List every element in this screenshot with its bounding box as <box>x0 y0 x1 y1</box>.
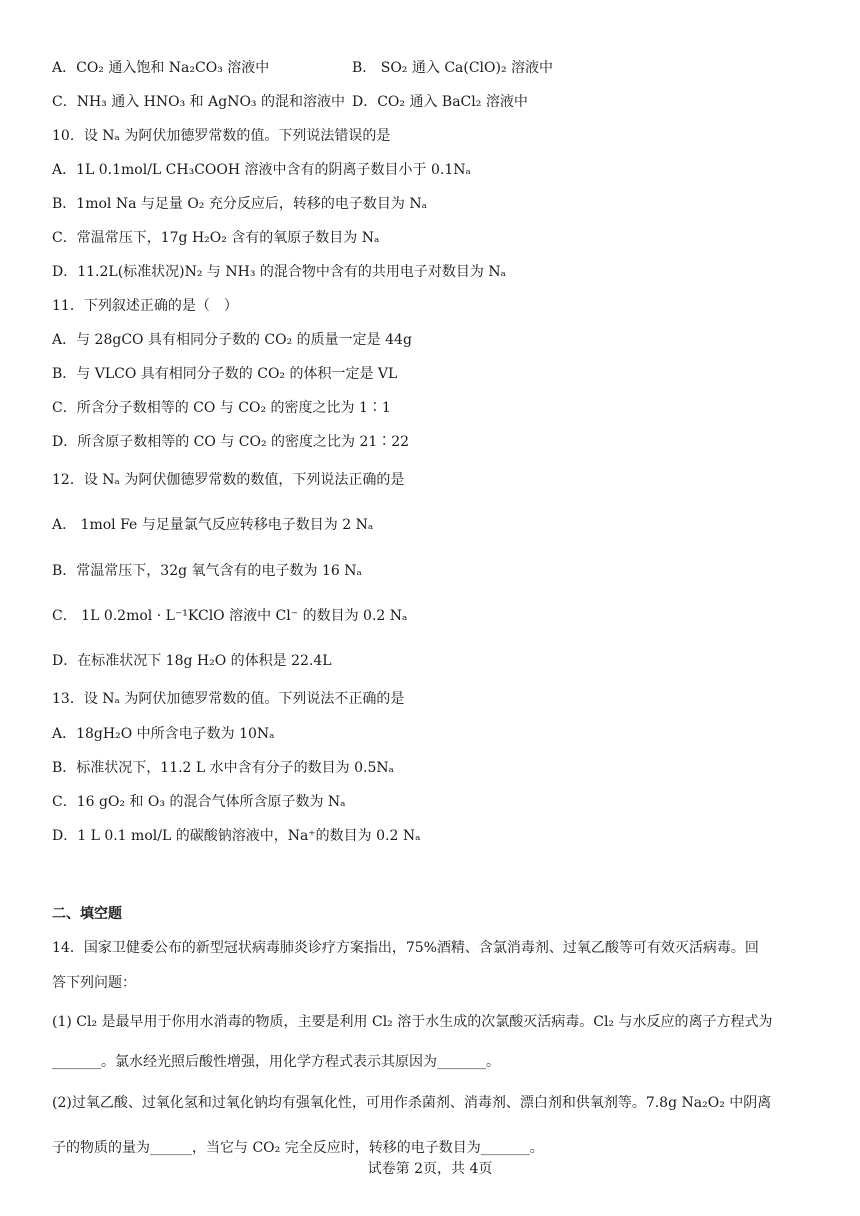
section-heading: 二、填空题 <box>52 906 122 922</box>
q13-stem: 13．设 Nₐ 为阿伏加德罗常数的值。下列说法不正确的是 <box>52 691 405 707</box>
q10-option-b: B．1mol Na 与足量 O₂ 充分反应后，转移的电子数目为 Nₐ <box>52 196 427 212</box>
q10-option-d: D．11.2L(标准状况)N₂ 与 NH₃ 的混合物中含有的共用电子对数目为 Nₐ <box>52 264 507 280</box>
q11-option-d: D．所含原子数相等的 CO 与 CO₂ 的密度之比为 21∶22 <box>52 434 410 450</box>
q11-option-b: B．与 VLCO 具有相同分子数的 CO₂ 的体积一定是 VL <box>52 366 398 382</box>
q11-option-a: A．与 28gCO 具有相同分子数的 CO₂ 的质量一定是 44g <box>52 332 412 348</box>
q13-option-c: C．16 gO₂ 和 O₃ 的混合气体所含原子数为 Nₐ <box>52 794 346 810</box>
q10-option-a: A．1L 0.1mol/L CH₃COOH 溶液中含有的阴离子数目小于 0.1Nₐ <box>52 162 471 178</box>
q14-part1-line2: _______。氯水经光照后酸性增强，用化学方程式表示其原因为_______。 <box>52 1054 500 1070</box>
q9-option-d: D．CO₂ 通入 BaCl₂ 溶液中 <box>352 94 528 110</box>
q9-option-c: C．NH₃ 通入 HNO₃ 和 AgNO₃ 的混和溶液中 <box>52 94 345 110</box>
q13-option-a: A．18gH₂O 中所含电子数为 10Nₐ <box>52 726 275 742</box>
q14-part1-line1: (1) Cl₂ 是最早用于你用水消毒的物质，主要是利用 Cl₂ 溶于水生成的次氯酸灭活病毒。Cl₂ 与水反应的离子方程式为 <box>52 1014 773 1030</box>
q11-stem: 11．下列叙述正确的是（ ） <box>52 298 238 314</box>
q12-option-b: B．常温常压下，32g 氧气含有的电子数为 16 Nₐ <box>52 563 362 579</box>
q12-option-a: A． 1mol Fe 与足量氯气反应转移电子数目为 2 Nₐ <box>52 517 374 533</box>
q9-option-a: A．CO₂ 通入饱和 Na₂CO₃ 溶液中 <box>52 60 270 76</box>
q11-option-c: C．所含分子数相等的 CO 与 CO₂ 的密度之比为 1∶1 <box>52 400 391 416</box>
q12-option-d: D．在标准状况下 18g H₂O 的体积是 22.4L <box>52 653 332 669</box>
q12-option-c: C． 1L 0.2mol · L⁻¹KClO 溶液中 Cl⁻ 的数目为 0.2 Nₐ <box>52 608 408 624</box>
q14-part2-line2: 子的物质的量为______，当它与 CO₂ 完全反应时，转移的电子数目为_______。 <box>52 1140 544 1156</box>
q10-stem: 10．设 Nₐ 为阿伏加德罗常数的值。下列说法错误的是 <box>52 128 391 144</box>
q9-option-b: B． SO₂ 通入 Ca(ClO)₂ 溶液中 <box>352 60 554 76</box>
page-footer: 试卷第 2页，共 4页 <box>367 1161 493 1177</box>
q13-option-b: B．标准状况下，11.2 L 水中含有分子的数目为 0.5Nₐ <box>52 760 395 776</box>
q14-part2-line1: (2)过氧乙酸、过氧化氢和过氧化钠均有强氧化性，可用作杀菌剂、消毒剂、漂白剂和供氧剂等。7.8g Na₂O₂ 中阴离 <box>52 1095 772 1111</box>
q10-option-c: C．常温常压下，17g H₂O₂ 含有的氧原子数目为 Nₐ <box>52 230 380 246</box>
q14-stem-line2: 答下列问题： <box>52 975 136 991</box>
q12-stem: 12．设 Nₐ 为阿伏伽德罗常数的数值，下列说法正确的是 <box>52 472 405 488</box>
q13-option-d: D．1 L 0.1 mol/L 的碳酸钠溶液中，Na⁺的数目为 0.2 Nₐ <box>52 828 421 844</box>
q14-stem-line1: 14．国家卫健委公布的新型冠状病毒肺炎诊疗方案指出，75%酒精、含氯消毒剂、过氧乙酸等可有效灭活病毒。回 <box>52 940 759 956</box>
